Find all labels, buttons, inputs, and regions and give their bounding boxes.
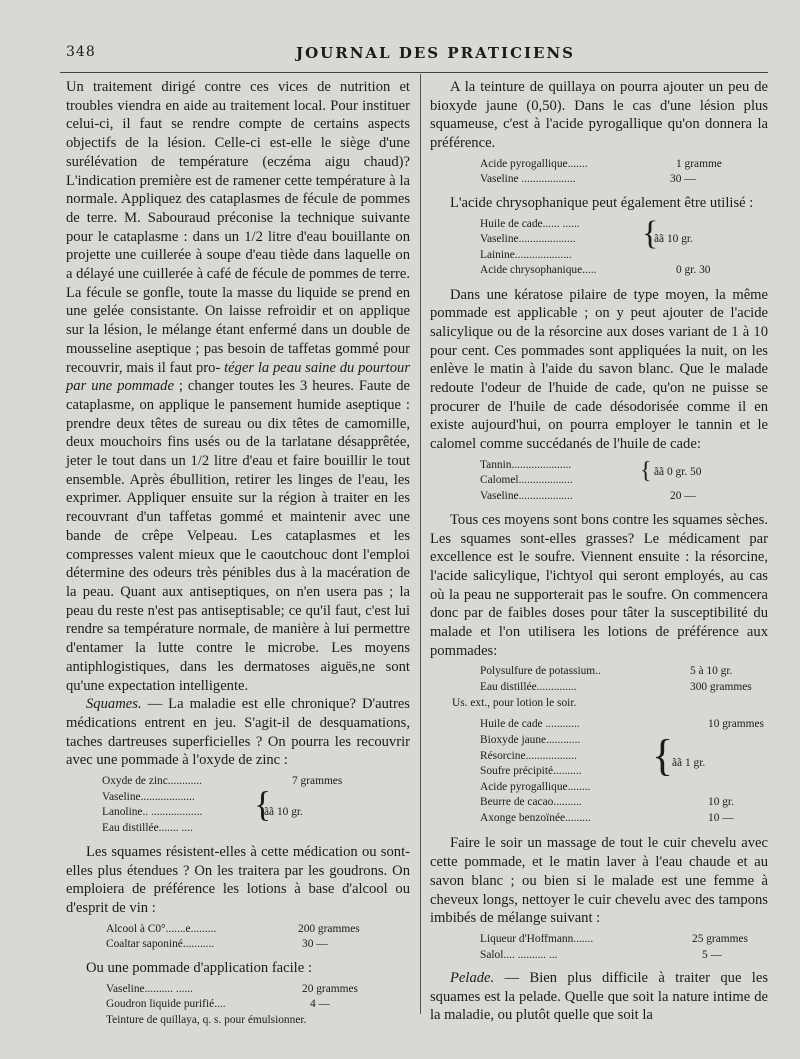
ingredient-name: Beurre de cacao.......... xyxy=(480,796,582,809)
ingredient-name: Coaltar saponiné........... xyxy=(106,938,215,951)
prescription-pyrogallic-acid xyxy=(480,157,768,189)
brace-icon: { xyxy=(640,457,652,484)
emphasis-text: téger la peau saine du pourtour par une pommade xyxy=(66,359,410,395)
ingredient-name: Lanoline.. .................. xyxy=(102,806,203,819)
ingredient-quantity: 1 gramme xyxy=(676,157,722,170)
paragraph-text: — La maladie est elle chronique? D'autres médications entrent en jeu. S'agit-il de desquamations, taches dartreuses superficielles ? On pourra les recouvrir avec une pommade à l'oxyde de zinc : xyxy=(66,696,410,769)
ingredient-quantity: 30 — xyxy=(302,938,328,951)
shared-quantity: ãã 1 gr. xyxy=(672,756,706,769)
prescription-hoffmann-salol xyxy=(480,932,768,964)
right-column xyxy=(430,78,768,1025)
ingredient-name: Huile de cade...... ...... xyxy=(480,217,580,230)
ingredient-quantity: 20 grammes xyxy=(302,982,358,995)
prescription-sulfur-ointment xyxy=(480,717,768,829)
ingredient-name: Vaseline.......... ...... xyxy=(106,982,193,995)
ingredient-quantity: 10 grammes xyxy=(708,718,764,731)
paragraph xyxy=(430,78,768,153)
ingredient-name: Vaseline ................... xyxy=(480,173,576,186)
ingredient-name: Acide chrysophanique..... xyxy=(480,264,597,277)
ingredient-name: Acide pyrogallique........ xyxy=(480,780,591,793)
paragraph-text: — Bien plus difficile à traiter que les squames est la pelade. Quelle que soit la nature intime de la maladie, ou plutôt quelle que soit la xyxy=(430,969,768,1024)
prescription-chrysophanic-acid xyxy=(480,214,768,281)
ingredient-quantity: 10 — xyxy=(708,812,734,825)
paragraph-text: Faire le soir un massage de tout le cuir chevelu avec cette pommade, et le matin laver à l'eau chaude et au savon blanc ; ou bien si le malade est une femme à cheveux longs, nettoyer le cuir chevelu avec des tampons imbibés de mélange suivant : xyxy=(430,835,768,927)
ingredient-name: Vaseline.................... xyxy=(480,233,576,246)
paragraph xyxy=(430,194,768,213)
ingredient-name: Bioxyde jaune............ xyxy=(480,734,581,747)
page-number: 348 xyxy=(66,44,96,60)
paragraph xyxy=(430,511,768,661)
instruction-text: Us. ext., pour lotion le soir. xyxy=(452,696,577,709)
ingredient-name: Eau distillée.............. xyxy=(480,681,577,694)
paragraph-text: A la teinture de quillaya on pourra ajouter un peu de bioxyde jaune (0,50). Dans le cas d'une lésion plus squameuse, c'est à l'acide pyrogallique qu'on donnera la préférence. xyxy=(430,79,768,152)
brace-icon: { xyxy=(254,784,272,825)
shared-quantity: ãã 10 gr. xyxy=(654,233,693,246)
left-column xyxy=(66,78,410,1035)
ingredient-name: Calomel................... xyxy=(480,474,573,487)
ingredient-name: Liqueur d'Hoffmann....... xyxy=(480,932,594,945)
paragraph xyxy=(66,843,410,918)
ingredient-name: Acide pyrogallique....... xyxy=(480,157,588,170)
paragraph xyxy=(430,969,768,1025)
paragraph-text: L'acide chrysophanique peut également être utilisé : xyxy=(450,194,754,211)
ingredient-name: Axonge benzoïnée......... xyxy=(480,812,591,825)
paragraph-text: Un traitement dirigé contre ces vices de nutrition et troubles viendra en aide au traitement local. Pour instituer celui-ci, il faut se rendre compte de certains aspects objectifs de la lésion. Celle-ci est-elle le siège d'une surélévation de température (eczéma aigu chaud)? L'indication première est de ramener cette température à la normale. Appliquez des cataplasmes de fécule de pommes de terre. M. Sabouraud préconise la technique suivante pour le cataplasme : dans un 1/2 litre d'eau bouillante on projette une cuillerée à soupe d'eau tiède dans laquelle on a délayé une cuillerée à café de fécule de pommes de terre. La fécule se gonfle, toute la masse du liquide se prend en une gelée consistante. On laisse refroidir et on applique sur la lésion, le mélange étant enfermé dans un double de mousseline aseptique ; pas besoin de taffetas gommé pour recouvrir, mais il faut pro- xyxy=(66,79,410,376)
ingredient-quantity: 4 — xyxy=(310,998,330,1011)
ingredient-quantity: 300 grammes xyxy=(690,681,752,694)
column-divider xyxy=(420,74,421,1014)
ingredient-quantity: 200 grammes xyxy=(298,922,360,935)
paragraph xyxy=(66,695,410,770)
shared-quantity: ãã 10 gr. xyxy=(264,806,303,819)
paragraph xyxy=(66,78,410,695)
ingredient-name: Tannin..................... xyxy=(480,458,572,471)
prescription-polysulfide-lotion xyxy=(452,664,768,712)
header-rule xyxy=(60,72,768,73)
section-heading: Pelade. xyxy=(450,969,495,986)
brace-icon: { xyxy=(652,731,674,781)
ingredient-quantity: 5 — xyxy=(702,948,722,961)
ingredient-name: Alcool à C0°.......e......... xyxy=(106,922,217,935)
ingredient-name: Eau distillée....... .... xyxy=(102,821,193,834)
ingredient-name: Goudron liquide purifié.... xyxy=(106,998,226,1011)
paragraph-text: Dans une kératose pilaire de type moyen, la même pommade est applicable ; on y peut ajouter de l'acide salicylique ou de la résorcine aux doses variant de 1 à 10 pour cent. Ces pommades sont appliquées la nuit, on les enlève le matin à l'aide du savon blanc. Que le malade redoute l'odeur de l'huide de cade, qu'on ne puisse se procurer de l'huile de cade désodorisée comme il en existe aujourd'hui, on pourra employer le tannin et le calomel comme succédanés de l'huile de cade: xyxy=(430,286,768,453)
instruction-text: Teinture de quillaya, q. s. pour émulsionner. xyxy=(106,1013,307,1026)
running-title: JOURNAL DES PRATICIENS xyxy=(296,44,575,62)
brace-icon: { xyxy=(642,214,659,252)
paragraph-text: Tous ces moyens sont bons contre les squames sèches. Les squames sont-elles grasses? Le médicament par excellence est le soufre. Viennent ensuite : la résorcine, l'acide salicylique, l'ichtyol qui seront employés, au cas où la peau ne supporterait pas le soufre. On commencera donc par de faibles doses pour tâter la susceptibilité du malade et l'on utilisera les lotions de préférence aux pommades: xyxy=(430,511,768,659)
ingredient-name: Polysulfure de potassium.. xyxy=(480,665,601,678)
ingredient-name: Lainine.................... xyxy=(480,248,572,261)
ingredient-name: Vaseline................... xyxy=(102,790,195,803)
ingredient-quantity: 30 — xyxy=(670,173,696,186)
prescription-tannin-calomel xyxy=(480,458,768,506)
paragraph-text: Ou une pommade d'application facile : xyxy=(86,959,312,976)
ingredient-name: Huile de cade ............ xyxy=(480,718,580,731)
ingredient-quantity: 10 gr. xyxy=(708,796,734,809)
paragraph xyxy=(430,834,768,928)
prescription-zinc-oxide xyxy=(102,774,410,838)
ingredient-quantity: 20 — xyxy=(670,490,696,503)
ingredient-quantity: 7 grammes xyxy=(292,775,343,788)
ingredient-quantity: 5 à 10 gr. xyxy=(690,665,733,678)
section-heading: Squames. xyxy=(86,696,142,713)
prescription-coaltar-lotion xyxy=(106,922,410,954)
ingredient-name: Salol.... .......... ... xyxy=(480,948,558,961)
shared-quantity: ãã 0 gr. 50 xyxy=(654,465,702,478)
prescription-tar-ointment xyxy=(90,982,410,1030)
ingredient-name: Oxyde de zinc............ xyxy=(102,775,202,788)
paragraph-text: ; changer toutes les 3 heures. Faute de cataplasme, on applique le pansement humide aseptique : prendre deux têtes de sureau ou dix têtes de camomille, deux mouchoirs fins usés ou de la tarlatane désapprêtée, jeter le tout dans un 1/2 litre d'eau et faire bouillir le tout ensemble. Après ébullition, retirer les linges de l'eau, les exprimer. Appliquer ensuite sur la région à traiter en les recouvrant d'un taffetas gommé et maintenir avec une bande de crêpe Velpeau. Les cataplasmes et les compresses valent mieux que le caoutchouc dont l'emploi détermine des odeurs très pénibles dus à la macération de la peau. Quant aux antiseptiques, on n'en usera pas ; la peau du reste n'est pas antiseptisable; ce qu'il faut, c'est lui rendre sa température normale, de manière à lui permettre d'entamer la lutte contre le microbe. Les moyens antiphlogistiques, dans les dermatoses aiguës,ne sont qu'une expectation intelligente. xyxy=(66,378,410,694)
paragraph-text: Les squames résistent-elles à cette médication ou sont-elles plus étendues ? On les traitera par les goudrons. On emploiera de préférence les lotions à base d'alcool ou d'esprit de vin : xyxy=(66,844,410,917)
ingredient-name: Résorcine.................. xyxy=(480,749,577,762)
ingredient-name: Soufre précipité.......... xyxy=(480,765,582,778)
ingredient-quantity: 0 gr. 30 xyxy=(676,264,711,277)
page-header xyxy=(0,44,800,66)
ingredient-name: Vaseline................... xyxy=(480,490,573,503)
paragraph xyxy=(430,286,768,454)
paragraph xyxy=(66,959,410,978)
ingredient-quantity: 25 grammes xyxy=(692,932,748,945)
